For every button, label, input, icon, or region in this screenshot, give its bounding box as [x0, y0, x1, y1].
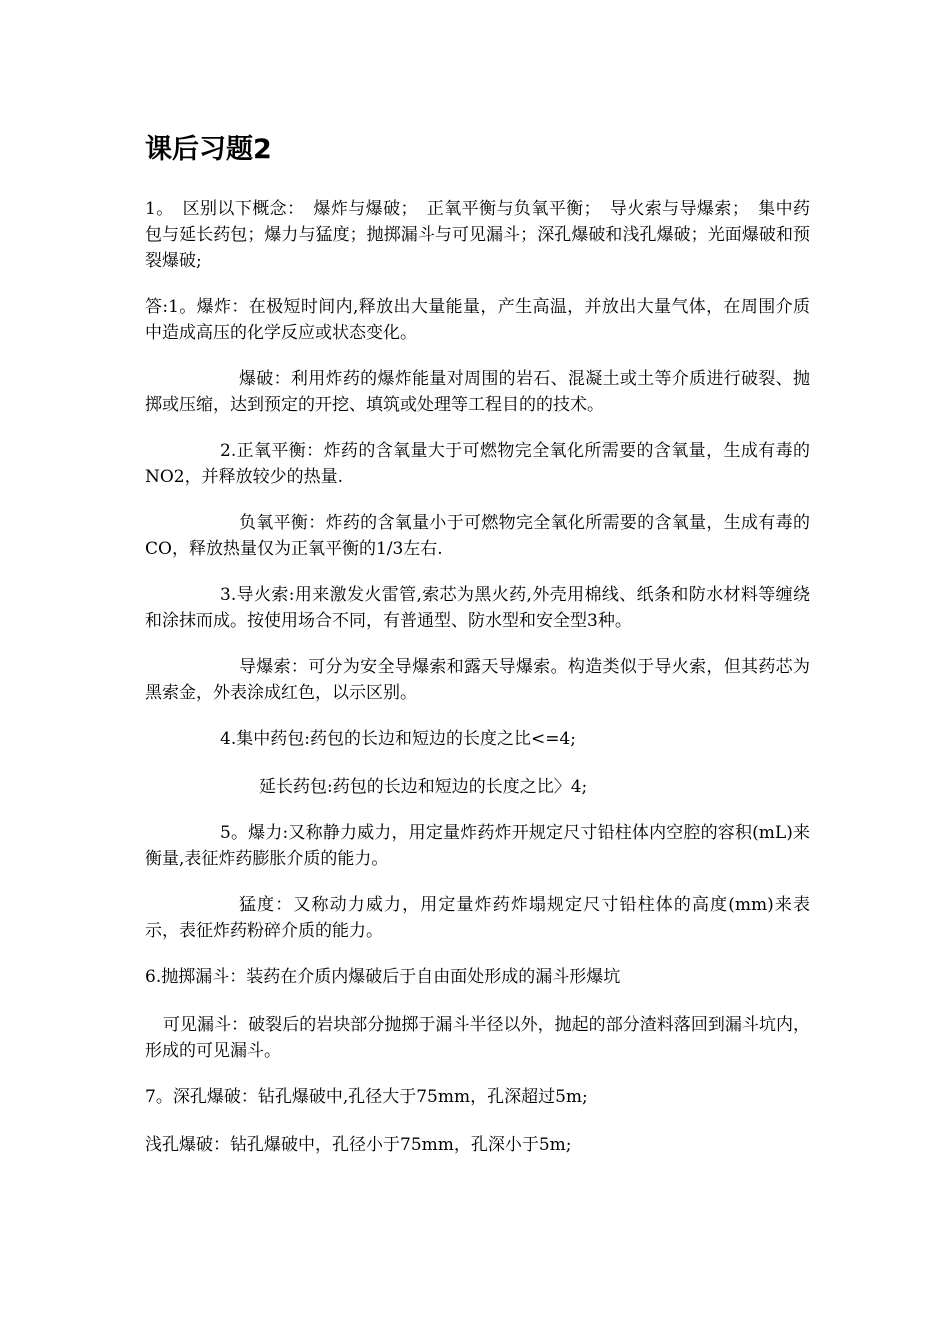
answer-safety-fuse-paragraph: 3.导火索:用来激发火雷管,索芯为黑火药,外壳用棉线、纸条和防水材料等缠绕和涂抹而成。按使用场合不同，有普通型、防水型和安全型3种。 — [145, 585, 810, 631]
answer-positive-oxygen-paragraph: 2.正氧平衡：炸药的含氧量大于可燃物完全氧化所需要的含氧量，生成有毒的NO2，并释放较少的热量. — [145, 441, 810, 487]
answer-negative-oxygen-paragraph: 负氧平衡：炸药的含氧量小于可燃物完全氧化所需要的含氧量，生成有毒的CO，释放热量仅为正氧平衡的1/3左右. — [145, 513, 810, 559]
answer-extended-charge-paragraph: 延长药包:药包的长边和短边的长度之比〉4; — [259, 777, 588, 797]
answer-strength-paragraph: 5。爆力:又称静力威力，用定量炸药炸开规定尺寸铅柱体内空腔的容积(mL)来衡量,表征炸药膨胀介质的能力。 — [145, 823, 810, 869]
answer-brisance-paragraph: 猛度：又称动力威力，用定量炸药炸塌规定尺寸铅柱体的高度(mm)来表示，表征炸药粉碎介质的能力。 — [145, 895, 810, 941]
answer-throwing-crater-paragraph: 6.抛掷漏斗：装药在介质内爆破后于自由面处形成的漏斗形爆坑 — [145, 967, 621, 987]
answer-blasting-paragraph: 爆破：利用炸药的爆炸能量对周围的岩石、混凝土或土等介质进行破裂、抛掷或压缩，达到预定的开挖、填筑或处理等工程目的的技术。 — [145, 369, 810, 415]
document-title: 课后习题2 — [145, 134, 272, 165]
answer-concentrated-charge-paragraph: 4.集中药包:药包的长边和短边的长度之比<=4; — [220, 729, 576, 749]
answer-visible-crater-paragraph: 可见漏斗：破裂后的岩块部分抛掷于漏斗半径以外，抛起的部分渣料落回到漏斗坑内，形成的可见漏斗。 — [145, 1015, 810, 1061]
answer-detonating-cord-paragraph: 导爆索：可分为安全导爆索和露天导爆索。构造类似于导火索，但其药芯为黑索金，外表涂成红色，以示区别。 — [145, 657, 810, 703]
answer-explosion-paragraph: 答:1。爆炸：在极短时间内,释放出大量能量，产生高温，并放出大量气体，在周围介质中造成高压的化学反应或状态变化。 — [145, 297, 810, 343]
answer-deep-hole-paragraph: 7。深孔爆破：钻孔爆破中,孔径大于75mm，孔深超过5m; — [145, 1087, 588, 1107]
answer-shallow-hole-paragraph: 浅孔爆破：钻孔爆破中，孔径小于75mm，孔深小于5m; — [145, 1135, 572, 1155]
question-paragraph: 1。 区别以下概念： 爆炸与爆破； 正氧平衡与负氧平衡； 导火索与导爆索； 集中药包与延长药包；爆力与猛度；抛掷漏斗与可见漏斗；深孔爆破和浅孔爆破；光面爆破和预裂爆破; — [145, 199, 810, 271]
